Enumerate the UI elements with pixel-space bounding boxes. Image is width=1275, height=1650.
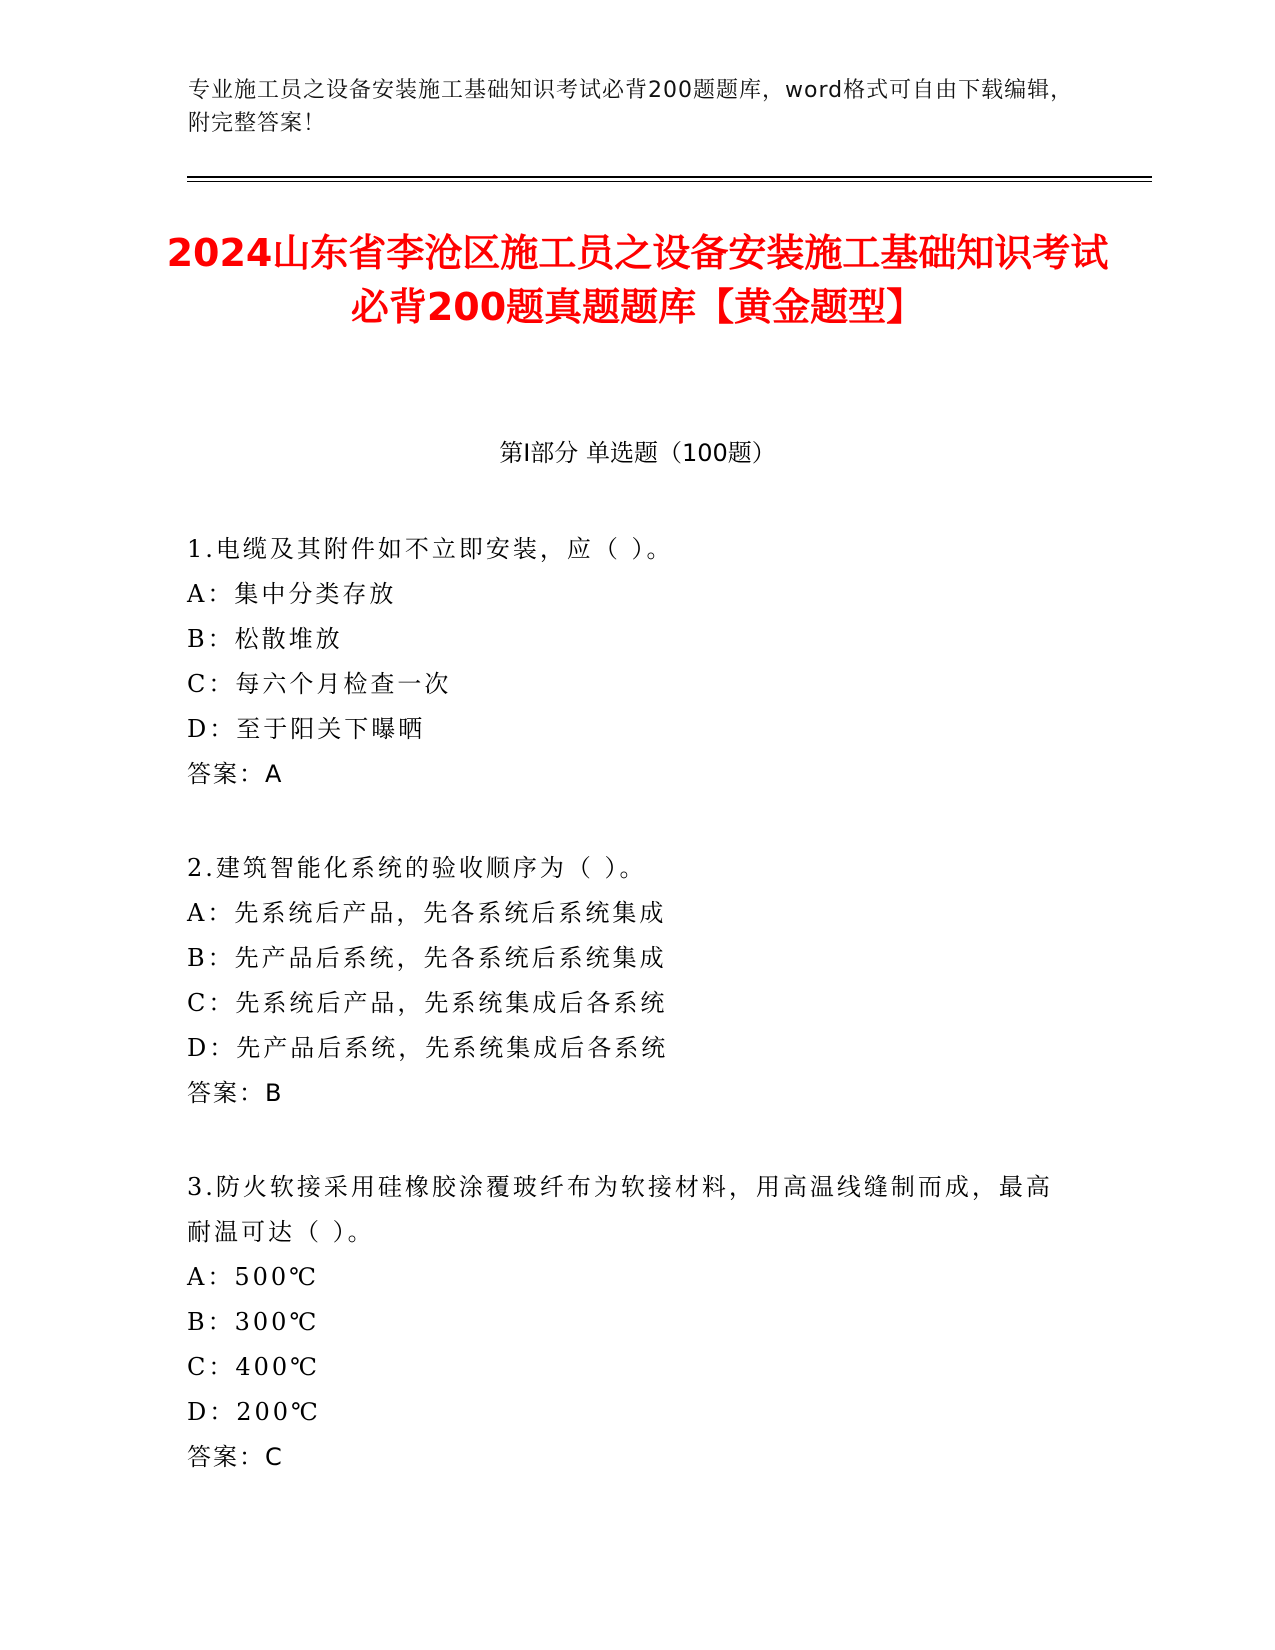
option-b: B：松散堆放 bbox=[187, 625, 343, 653]
header-rule-thick bbox=[187, 176, 1152, 178]
option-c: C：400℃ bbox=[187, 1353, 321, 1381]
header-note: 专业施工员之设备安装施工基础知识考试必背200题题库，word格式可自由下载编辑，附完整答案！ bbox=[188, 78, 1074, 136]
option-a: A：先系统后产品，先各系统后系统集成 bbox=[187, 899, 667, 927]
option-d: D：200℃ bbox=[187, 1398, 321, 1426]
question-list bbox=[187, 527, 1067, 1529]
header-rule-thin bbox=[187, 181, 1152, 182]
option-b: B：先产品后系统，先各系统后系统集成 bbox=[187, 944, 667, 972]
question-stem: 3.防火软接采用硅橡胶涂覆玻纤布为软接材料，用高温线缝制而成，最高耐温可达（ ）。 bbox=[187, 1173, 1053, 1246]
option-d: D：至于阳关下曝晒 bbox=[187, 715, 426, 743]
answer: 答案：A bbox=[187, 760, 284, 788]
question-2 bbox=[187, 846, 1067, 1116]
option-a: A：500℃ bbox=[187, 1263, 319, 1291]
question-3 bbox=[187, 1165, 1067, 1480]
option-a: A：集中分类存放 bbox=[187, 580, 397, 608]
document-title: 2024山东省李沧区施工员之设备安装施工基础知识考试必背200题真题题库【黄金题型】 bbox=[166, 231, 1109, 329]
question-stem: 2.建筑智能化系统的验收顺序为（ ）。 bbox=[187, 854, 647, 882]
option-b: B：300℃ bbox=[187, 1308, 320, 1336]
answer: 答案：B bbox=[187, 1079, 284, 1107]
question-1 bbox=[187, 527, 1067, 797]
option-c: C：先系统后产品，先系统集成后各系统 bbox=[187, 989, 668, 1017]
section-title: 第Ⅰ部分 单选题（100题） bbox=[499, 439, 776, 467]
option-c: C：每六个月检查一次 bbox=[187, 670, 452, 698]
question-stem: 1.电缆及其附件如不立即安装，应（ ）。 bbox=[187, 535, 674, 563]
answer: 答案：C bbox=[187, 1443, 284, 1471]
option-d: D：先产品后系统，先系统集成后各系统 bbox=[187, 1034, 669, 1062]
